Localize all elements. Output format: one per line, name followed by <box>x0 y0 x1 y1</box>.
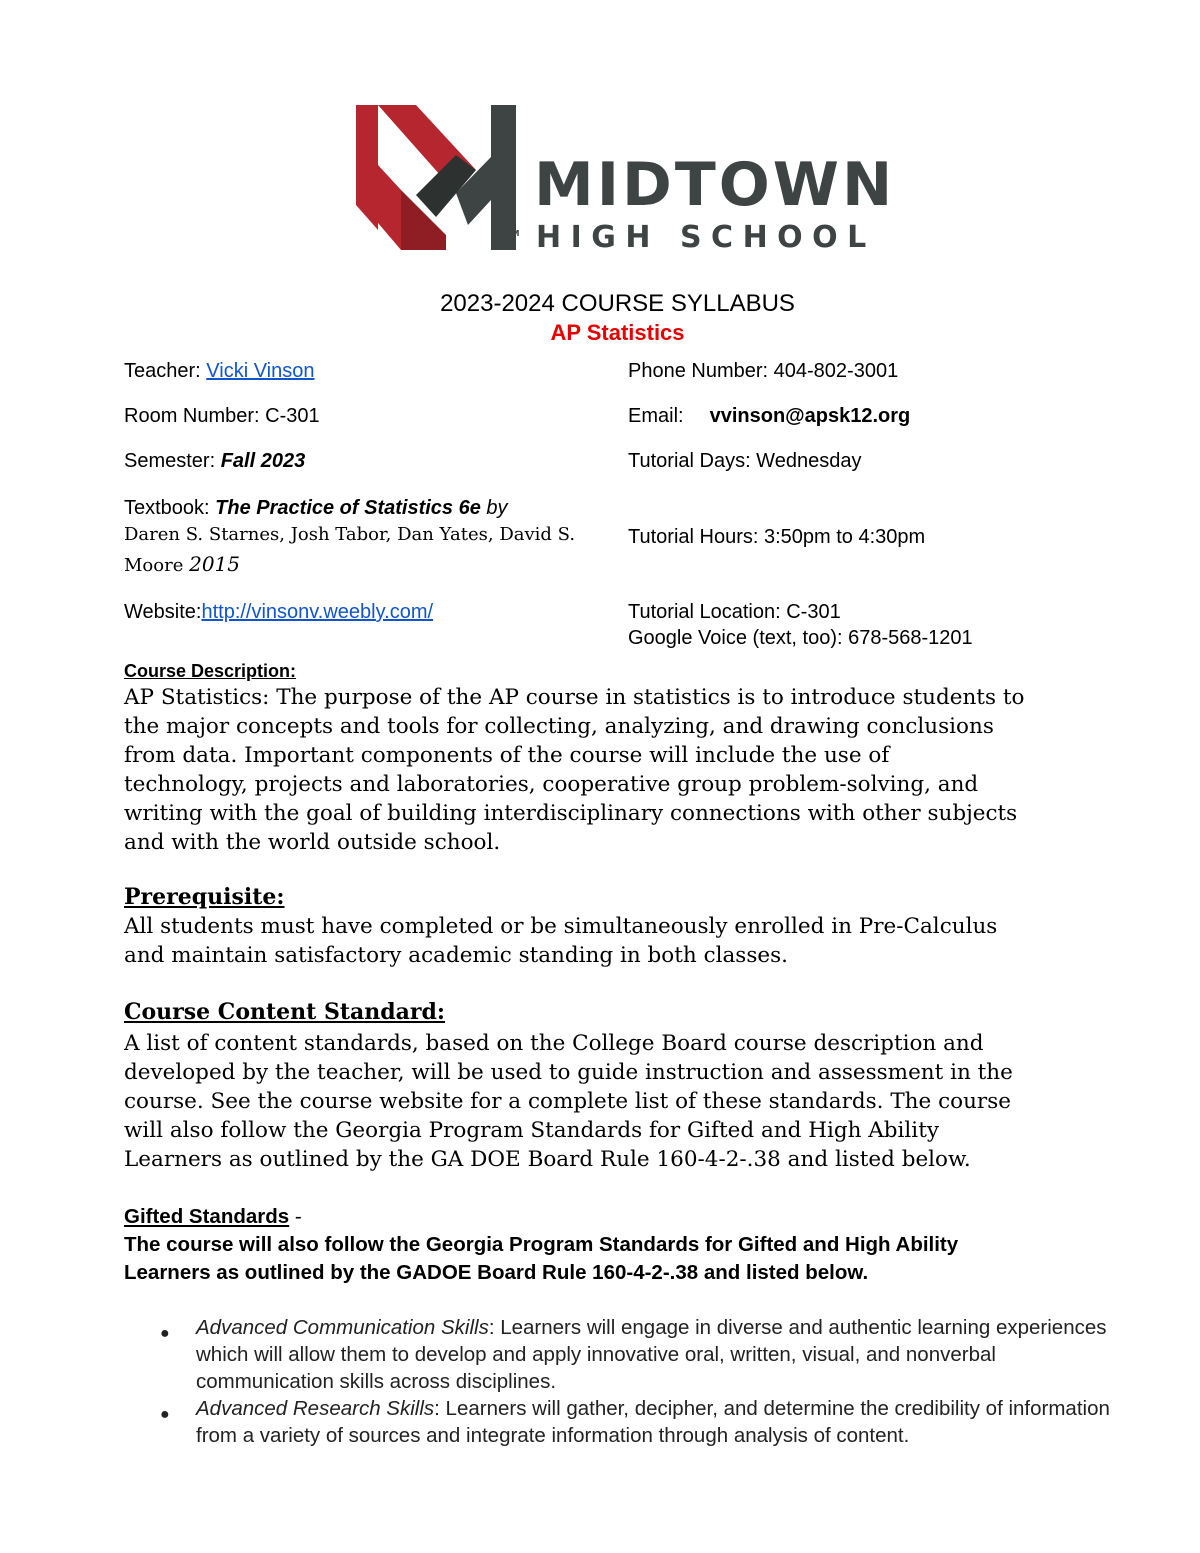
textbook-year: 2015 <box>189 552 240 576</box>
textbook-title: The Practice of Statistics 6e <box>215 497 481 519</box>
email-value: vvinson@apsk12.org <box>709 405 911 427</box>
course-description-heading-text: Course Description <box>124 661 291 681</box>
gifted-standards-list <box>160 1314 1120 1449</box>
text-line: the major concepts and tools for collecting, analyzing, and drawing conclusions <box>124 714 994 739</box>
content-standard-body <box>124 1029 1124 1174</box>
text-line: from data. Important components of the course will include the use of <box>124 743 890 768</box>
school-logo <box>356 105 896 255</box>
text-line: writing with the goal of building interdisciplinary connections with other subjects <box>124 801 1018 826</box>
tutorial-days: Tutorial Days: Wednesday <box>628 450 862 472</box>
website-link[interactable]: http://vinsonv.weebly.com/ <box>201 601 434 623</box>
semester-label: Semester: <box>124 450 221 472</box>
list-item <box>160 1395 1120 1449</box>
website-row <box>124 599 433 625</box>
gifted-standards-title: Gifted Standards <box>124 1205 290 1228</box>
text-line: All students must have completed or be simultaneously enrolled in Pre-Calculus <box>124 914 998 939</box>
bullet-icon: ● <box>160 1325 170 1342</box>
textbook-authors-end: Moore <box>124 555 190 576</box>
text-line: Learners as outlined by the GADOE Board Rule 160-4-2-.38 and listed below. <box>124 1261 869 1284</box>
text-line: The course will also follow the Georgia Program Standards for Gifted and High Ability <box>124 1233 959 1256</box>
bullet-icon: ● <box>160 1406 170 1423</box>
content-standard-heading: Course Content Standard: <box>124 999 445 1025</box>
teacher-label: Teacher: <box>124 360 207 382</box>
text-line: A list of content standards, based on the College Board course description and <box>124 1031 984 1056</box>
tutorial-hours: Tutorial Hours: 3:50pm to 4:30pm <box>628 526 926 548</box>
course-description-body <box>124 683 1124 857</box>
teacher-row <box>124 358 314 384</box>
room-number: Room Number: C-301 <box>124 405 320 427</box>
prerequisite-heading: Prerequisite: <box>124 884 285 910</box>
semester-value: Fall 2023 <box>220 450 306 472</box>
google-voice: Google Voice (text, too): 678-568-1201 <box>628 627 973 649</box>
gifted-standards-dash: - <box>289 1205 302 1228</box>
email-row <box>628 403 910 429</box>
page-title: 2023-2024 COURSE SYLLABUS <box>440 290 795 317</box>
website-label: Website: <box>124 601 202 623</box>
text-line: and maintain satisfactory academic standing in both classes. <box>124 943 788 968</box>
teacher-name-link[interactable]: Vicki Vinson <box>206 360 315 382</box>
bullet-text: : Learners will gather, decipher, and determine the credibility of information from a variety of sources and integrate information through analysis of content. <box>196 1397 1110 1447</box>
email-label: Email: <box>628 405 684 427</box>
list-item <box>160 1314 1120 1395</box>
text-line: course. See the course website for a complete list of these standards. The course <box>124 1089 1011 1114</box>
gifted-standards-heading <box>124 1205 302 1229</box>
bullet-term: Advanced Communication Skills <box>196 1316 489 1339</box>
bullet-text: : Learners will engage in diverse and authentic learning experiences which will allow them to develop and apply innovative oral, written, visual, and nonverbal communication skills across disciplines. <box>196 1316 1107 1393</box>
text-line: technology, projects and laboratories, cooperative group problem-solving, and <box>124 772 979 797</box>
text-line: will also follow the Georgia Program Standards for Gifted and High Ability <box>124 1118 939 1143</box>
tutorial-location: Tutorial Location: C-301 <box>628 601 841 623</box>
text-line: developed by the teacher, will be used to guide instruction and assessment in the <box>124 1060 1013 1085</box>
textbook-row <box>124 495 508 521</box>
text-line: Learners as outlined by the GA DOE Board Rule 160-4-2-.38 and listed below. <box>124 1147 971 1172</box>
course-description-colon: : <box>290 661 297 681</box>
phone-number: Phone Number: 404-802-3001 <box>628 360 899 382</box>
trademark-mark: TM <box>506 229 520 238</box>
course-description-heading <box>124 661 296 682</box>
textbook-authors-line1: Daren S. Starnes, Josh Tabor, Dan Yates, David S. <box>124 524 576 545</box>
text-line: and with the world outside school. <box>124 830 501 855</box>
prerequisite-body <box>124 912 1124 970</box>
course-title: AP Statistics <box>550 320 685 345</box>
textbook-authors-line2 <box>124 551 240 579</box>
logo-wordmark-bottom: HIGH SCHOOL <box>536 220 876 255</box>
textbook-by: by <box>480 497 508 519</box>
gifted-standards-body <box>124 1231 1124 1287</box>
textbook-label: Textbook: <box>124 497 216 519</box>
logo-wordmark-top: MIDTOWN <box>534 150 896 220</box>
semester-row <box>124 448 305 474</box>
bullet-term: Advanced Research Skills <box>196 1397 435 1420</box>
text-line: AP Statistics: The purpose of the AP course in statistics is to introduce students to <box>124 685 1025 710</box>
logo-mark <box>356 105 531 255</box>
